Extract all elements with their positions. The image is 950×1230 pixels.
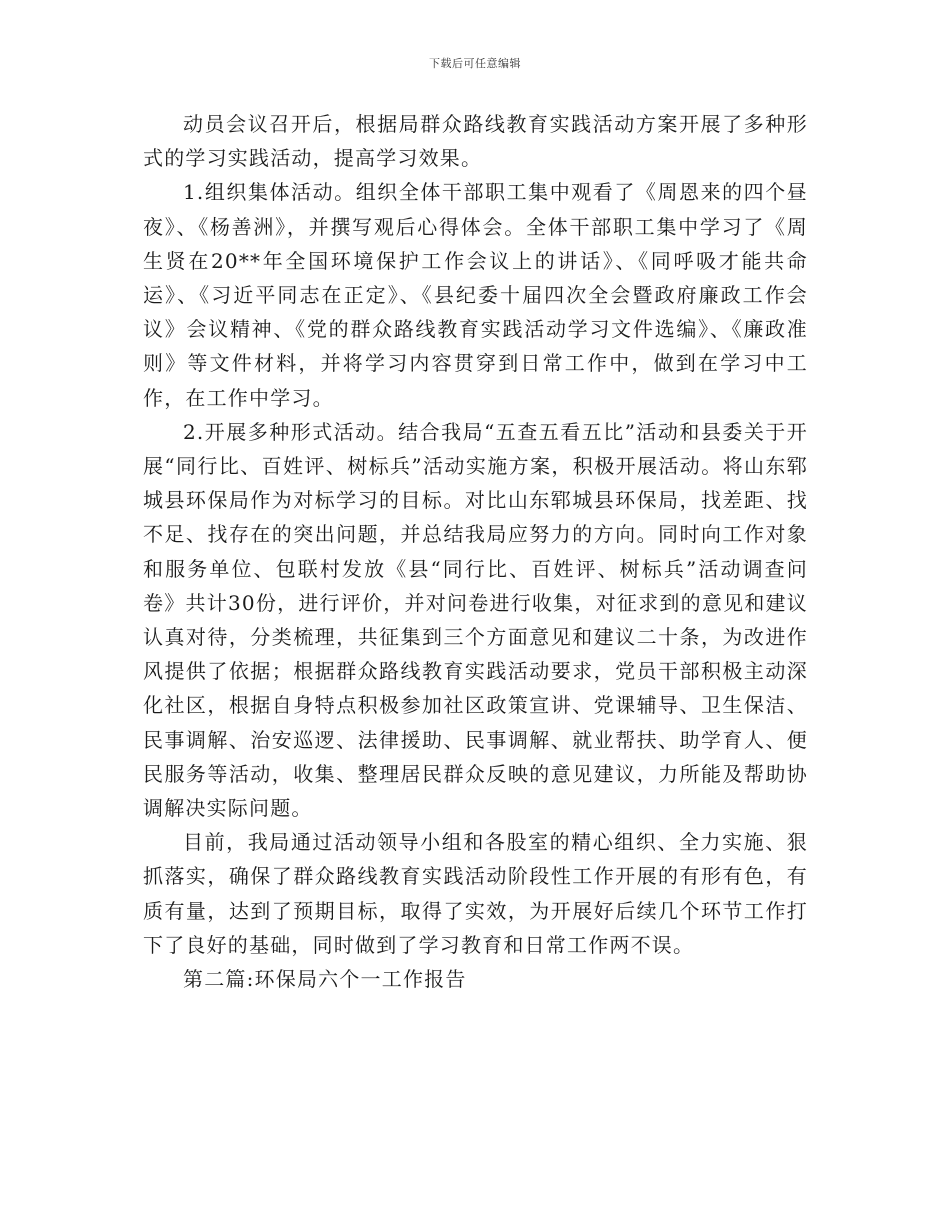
paragraph-intro: 动员会议召开后，根据局群众路线教育实践活动方案开展了多种形式的学习实践活动，提高学习效果。 bbox=[143, 112, 808, 171]
paragraph-summary: 目前，我局通过活动领导小组和各股室的精心组织、全力实施、狠抓落实，确保了群众路线教育实践活动阶段性工作开展的有形有色，有质有量，达到了预期目标，取得了实效，为开展好后续几个环节工作打下了良好的基础，同时做到了学习教育和日常工作两不误。 bbox=[143, 830, 808, 957]
document-body bbox=[143, 107, 808, 996]
paragraph-various-activities: 2.开展多种形式活动。结合我局“五查五看五比”活动和县委关于开展“同行比、百姓评、树标兵”活动实施方案，积极开展活动。将山东郓城县环保局作为对标学习的目标。对比山东郓城县环保局，找差距、找不足、找存在的突出问题，并总结我局应努力的方向。同时向工作对象和服务单位、包联村发放《县“同行比、百姓评、树标兵”活动调查问卷》共计30份，进行评价，并对问卷进行收集，对征求到的意见和建议认真对待，分类梳理，共征集到三个方面意见和建议二十条，为改进作风提供了依据；根据群众路线教育实践活动要求，党员干部积极主动深化社区，根据自身特点积极参加社区政策宣讲、党课辅导、卫生保洁、民事调解、治安巡逻、法律援助、民事调解、就业帮扶、助学育人、便民服务等活动，收集、整理居民群众反映的意见建议，力所能及帮助协调解决实际问题。 bbox=[143, 419, 808, 821]
paragraph-collective-activities: 1.组织集体活动。组织全体干部职工集中观看了《周恩来的四个昼夜》、《杨善洲》，并撰写观后心得体会。全体干部职工集中学习了《周生贤在20**年全国环境保护工作会议上的讲话》、《同呼吸才能共命运》、《习近平同志在正定》、《县纪委十届四次全会暨政府廉政工作会议》会议精神、《党的群众路线教育实践活动学习文件选编》、《廉政准则》等文件材料，并将学习内容贯穿到日常工作中，做到在学习中工作，在工作中学习。 bbox=[143, 180, 808, 410]
header-note: 下载后可任意编辑 bbox=[429, 57, 521, 70]
section-title: 第二篇:环保局六个一工作报告 bbox=[183, 967, 467, 992]
